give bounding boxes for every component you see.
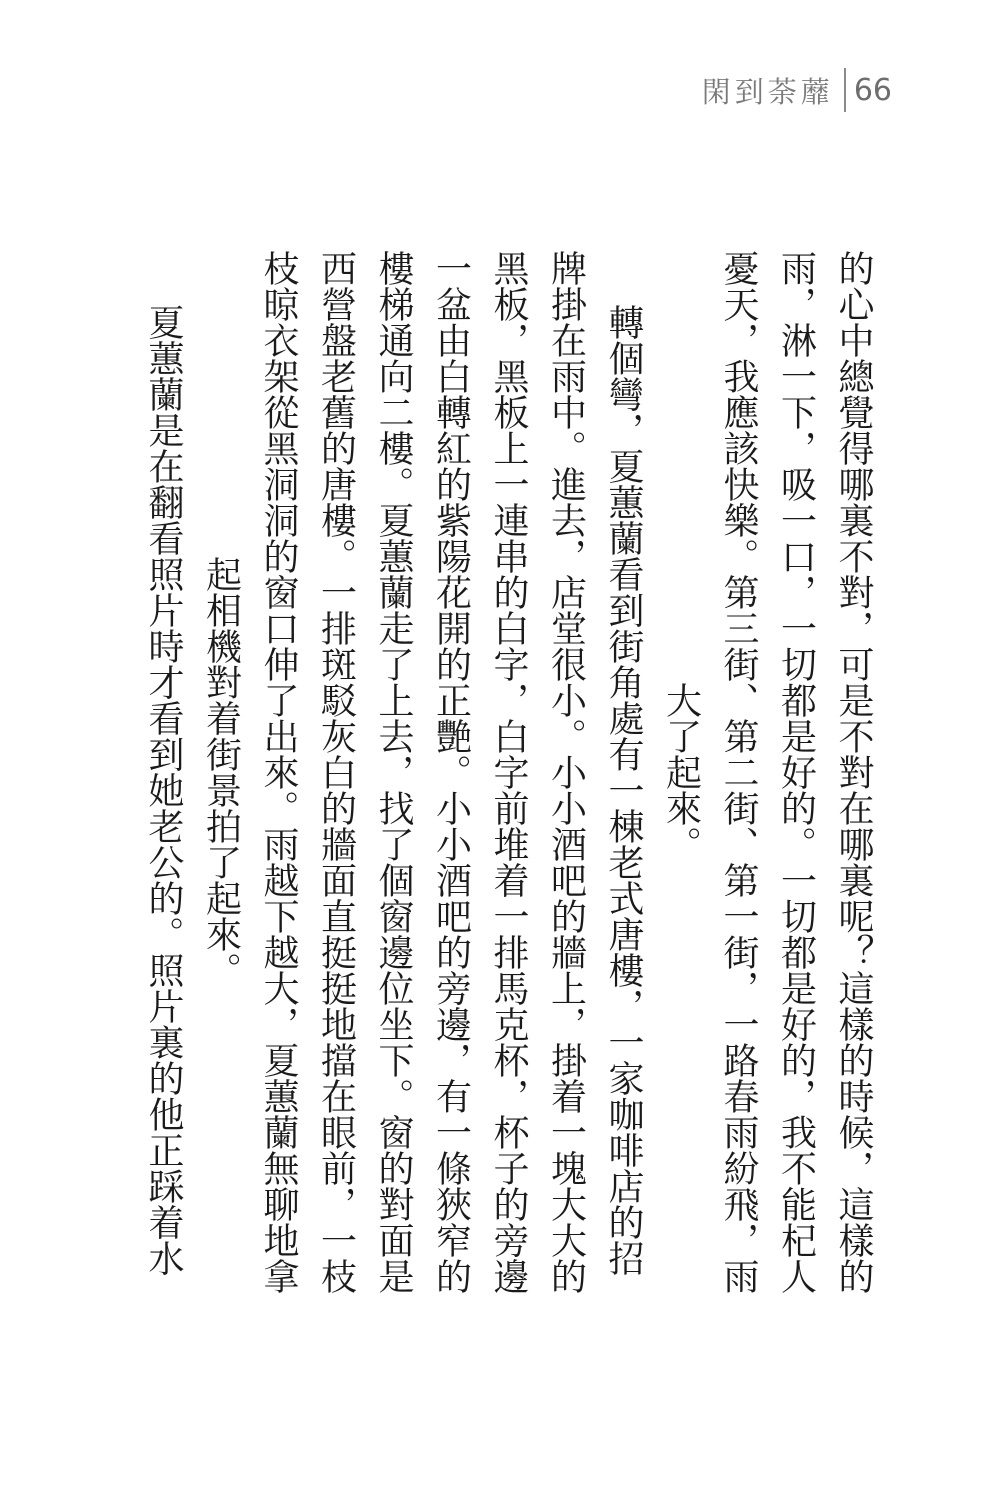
- column-text: 牌掛在雨中。進去，店堂很小。小小酒吧的牆上，掛着一塊大大的: [545, 250, 587, 1294]
- column-text: 一盆由白轉紅的紫陽花開的正艷。小小酒吧的旁邊，有一條狹窄的: [430, 250, 472, 1294]
- column-text: 起相機對着街景拍了起來。: [200, 556, 242, 988]
- column-text: 枝晾衣架從黑洞洞的窗口伸了出來。雨越下越大，夏蕙蘭無聊地拿: [258, 250, 299, 1294]
- text-column: [422, 222, 480, 1322]
- column-text: 夏蕙蘭是在翻看照片時才看到她老公的。照片裏的他正踩着水: [143, 268, 184, 1276]
- text-column: [192, 222, 250, 1322]
- text-column: [135, 222, 193, 1322]
- text-column: [767, 222, 825, 1322]
- text-column: [365, 222, 423, 1322]
- running-header: [702, 60, 892, 120]
- column-text: 西營盤老舊的唐樓。一排斑駁灰白的牆面直挺挺地擋在眼前，一枝: [315, 250, 357, 1294]
- book-title: 閑到荼蘼: [701, 74, 834, 109]
- text-column: [710, 222, 768, 1322]
- text-column: [307, 222, 365, 1322]
- header-divider: [844, 68, 846, 112]
- text-column: [595, 222, 653, 1322]
- column-text: 大了起來。: [660, 682, 702, 862]
- page-number: 66: [853, 72, 892, 108]
- column-text: 的心中總覺得哪裏不對，可是不對在哪裏呢？這樣的時候，這樣的: [833, 250, 874, 1294]
- column-text: 黑板，黑板上一連串的白字，白字前堆着一排馬克杯，杯子的旁邊: [488, 250, 529, 1294]
- vertical-body-text: [135, 222, 883, 1322]
- text-column: [825, 222, 883, 1322]
- column-text: 雨，淋一下，吸一口，一切都是好的。一切都是好的，我不能杞人: [775, 250, 817, 1294]
- text-column: [537, 222, 595, 1322]
- text-column: [652, 222, 710, 1322]
- column-text: 樓梯通向二樓。夏蕙蘭走了上去，找了個窗邊位坐下。窗的對面是: [373, 250, 414, 1294]
- column-text: 轉個彎，夏蕙蘭看到街角處有一棟老式唐樓，一家咖啡店的招: [603, 268, 644, 1276]
- column-text: 憂天，我應該快樂。第三街、第二街、第一街，一路春雨紛飛，雨: [718, 250, 759, 1294]
- text-column: [480, 222, 538, 1322]
- text-column: [250, 222, 308, 1322]
